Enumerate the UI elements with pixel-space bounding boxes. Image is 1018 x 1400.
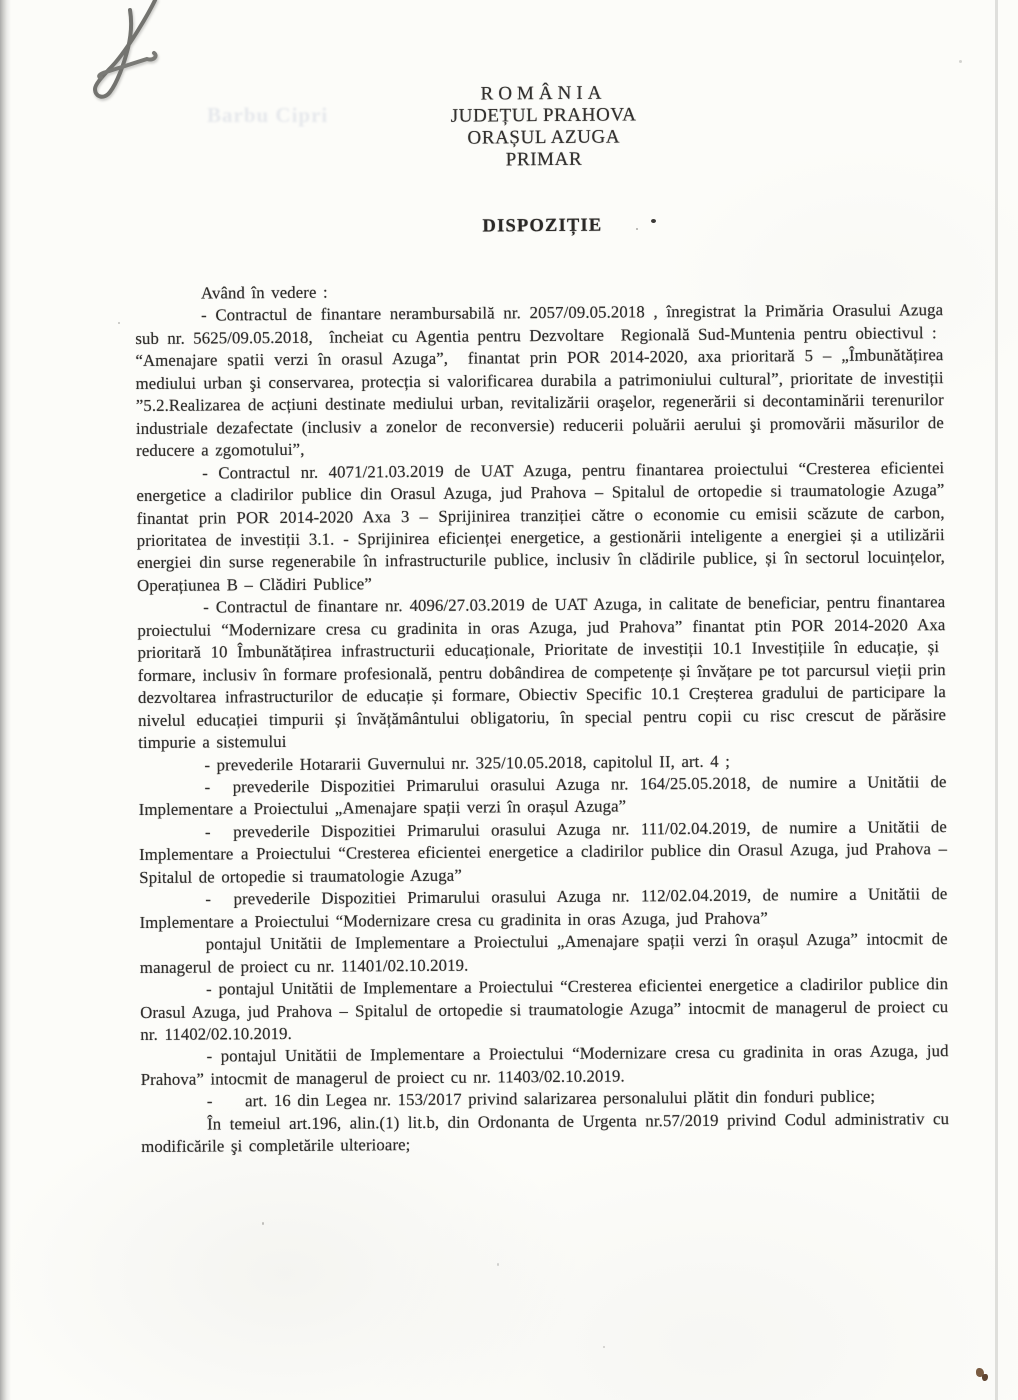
- header-country: ROMÂNIA: [480, 82, 607, 105]
- intro-line: Având în vedere :: [200, 282, 328, 303]
- paragraph-dispozitie-164: - prevederile Dispozitiei Primarului orasului Azuga nr. 164/25.05.2018, de numire a Unitătii de Implementare a Proiectului „Amenajare spații verzi în orașul Azuga”: [138, 772, 947, 820]
- scan-speck: [262, 1222, 264, 1225]
- paragraph-contract-4096: - Contractul de finantare nr. 4096/27.03.2019 de UAT Azuga, in calitate de beneficiar, pentru finantarea proiectului “Modernizare cresa cu gradinita in oras Azuga, jud Prahova” finantat ptin POR 2014-2020 Axa prioritară 10 Îmbunătățirea infrastructurii educaționale, Prioritate de investiții 10.1 Investițiile în educație, și formare, inclusiv în formare profesională, pentru dobândirea de competențe și învățare pe tot parcursul vieții prin dezvoltarea infrastructurilor de educație și formare, Obiectiv Specific 10.1 Creșterea gradului de participare la nivelul educației timpurii și învățământului obligatoriu, în special pentru copii cu risc crescut de părăsire timpurie a sistemului: [137, 592, 947, 753]
- paragraph-pontaj-11403: - pontajul Unitătii de Implementare a Proiectului “Modernizare cresa cu gradinita in oras Azuga, jud Prahova” intocmit de managerul de proiect cu nr. 11403/02.10.2019.: [140, 1041, 949, 1089]
- paragraph-legea-153: - art. 16 din Legea nr. 153/2017 privind salarizarea personalului plătit din fonduri publice;: [206, 1086, 876, 1111]
- document-header: [133, 80, 940, 174]
- document-title: DISPOZIȚIE: [482, 215, 603, 237]
- scan-speck: [118, 322, 120, 324]
- document-body: [135, 277, 949, 1159]
- scan-speck: [497, 1263, 499, 1266]
- header-office: PRIMAR: [505, 148, 583, 171]
- paragraph-hg-325: - prevederile Hotararii Guvernului nr. 325/10.05.2018, capitolul II, art. 4 ;: [204, 751, 731, 775]
- scan-speck: [603, 1346, 605, 1348]
- header-city: ORAȘUL AZUGA: [467, 126, 621, 149]
- paragraph-contract-4071: - Contractul nr. 4071/21.03.2019 de UAT Azuga, pentru finantarea proiectului “Cresterea eficientei energetice a cladirilor publice din Orasul Azuga, jud Prahova – Spitalul de ortopedie si traumatologie Azuga” finantat prin POR 2014-2020 Axa 3 – Sprijinirea tranziției către o economie cu emisii scăzute de carbon, prioritatea de investiții 3.1. - Sprijinirea eficienței energetice, a gestionării inteligente a energiei și a utilizării energiei din surse regenerabile în infrastructurile publice, inclusiv în clădirile publice, și în sectorul locuințelor, Operațiunea B – Clădiri Publice”: [136, 457, 945, 595]
- scan-speck: [959, 60, 962, 63]
- bleedthrough-text: Barbu Cipri: [207, 103, 329, 127]
- paragraph-temei-oug57: În temeiul art.196, alin.(1) lit.b, din Ordonanta de Urgenta nr.57/2019 privind Codul administrativ cu modificările şi completările ulterioare;: [141, 1108, 950, 1157]
- header-county: JUDEȚUL PRAHOVA: [450, 104, 637, 127]
- paragraph-dispozitie-112: - prevederile Dispozitiei Primarului orasului Azuga nr. 112/02.04.2019, de numire a Unitătii de Implementare a Proiectului “Modernizare cresa cu gradinita in oras Azuga, jud Prahova”: [139, 884, 948, 932]
- paragraph-pontaj-11401: pontajul Unitătii de Implementare a Proiectului „Amenajare spații verzi în orașul Azuga” intocmit de managerul de proiect cu nr. 11401/02.10.2019.: [139, 929, 948, 977]
- ink-speck: [636, 228, 638, 230]
- paragraph-dispozitie-111: - prevederile Dispozitiei Primarului orasului Azuga nr. 111/02.04.2019, de numire a Unitătii de Implementare a Proiectului “Cresterea eficientei energetice a cladirilor publice din Orasul Azuga, jud Prahova – Spitalul de ortopedie si traumatologie Azuga”: [138, 816, 948, 887]
- paragraph-contract-2057: - Contractul de finantare nerambursabilă nr. 2057/09.05.2018 , înregistrat la Primăria Orasului Azuga sub nr. 5625/09.05.2018, încheiat cu Agentia pentru Dezvoltare Regională Sud-Muntenia pentru obiectivul : “Amenajare spatii verzi în orasul Azuga”, finantat prin POR 2014-2020, axa prioritară 5 – „Îmbunătățirea mediului urban şi conservarea, protecția si valorificarea durabila a patrimoniului cultural”, prioritate de investiții ”5.2.Realizarea de acțiuni destinate mediului urban, revitalizării oraşelor, regenerării si decontaminării terenurilor industriale dezafectate (inclusiv a zonelor de reconversie) reducerii poluării aerului şi promovării măsurilor de reducere a zgomotului”,: [135, 300, 944, 461]
- paragraph-pontaj-11402: - pontajul Unitătii de Implementare a Proiectului “Cresterea eficientei energetice a cladirilor publice din Orasul Azuga, jud Prahova – Spitalul de ortopedie si traumatologie Azuga” intocmit de managerul de proiect cu nr. 11402/02.10.2019.: [140, 974, 949, 1044]
- ink-speck: [651, 219, 656, 223]
